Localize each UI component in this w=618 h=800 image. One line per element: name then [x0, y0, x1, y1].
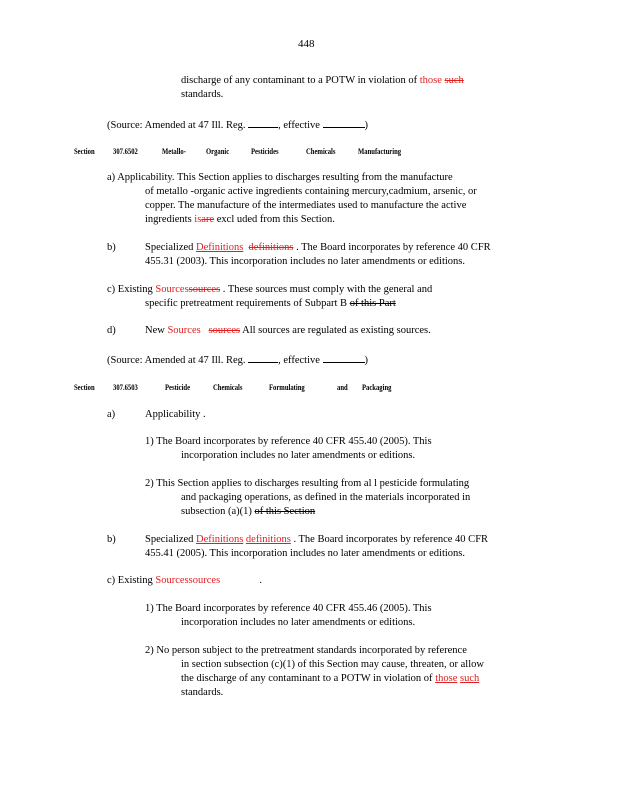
- inserted-text: Definitions: [196, 242, 244, 253]
- para-c2-item2-line-1: 2) No person subject to the pretreatment standards incorporated by reference: [145, 645, 467, 656]
- continuation-line-1: [181, 74, 464, 87]
- para-a-line-2: of metallo -organic active ingredients containing mercury,cadmium, arsenic, or: [145, 186, 477, 197]
- para-b2-line-2: 455.41 (2005). This incorporation includes no later amendments or editions.: [145, 548, 465, 559]
- inserted-text: is: [194, 214, 202, 225]
- para-c2-line-1: [107, 574, 262, 587]
- heading-word: Organic: [206, 146, 230, 156]
- source-mid: , effective: [278, 120, 323, 131]
- blank-line: [248, 117, 278, 128]
- para-a2-item2-line-1: 2) This Section applies to discharges resulting from al l pesticide formulating: [145, 478, 470, 489]
- deleted-text: are: [201, 214, 215, 225]
- text: . The Board incorporates by reference 40 CFR: [290, 534, 489, 545]
- para-a2-label: a): [107, 409, 116, 420]
- text: subsection (a)(1): [181, 506, 255, 517]
- para-b-line-2: 455.31 (2003). This incorporation includes no later amendments or editions.: [145, 256, 465, 267]
- heading-word: Pesticides: [251, 146, 279, 156]
- text: Specialized: [145, 534, 197, 545]
- deleted-text: of this Section: [254, 506, 316, 517]
- heading-word: Formulating: [269, 382, 305, 392]
- source-note: [107, 352, 368, 367]
- source-suffix: ): [364, 355, 369, 366]
- text: excl uded from this Section.: [214, 214, 335, 225]
- para-a-line-3: copper. The manufacture of the intermediates used to manufacture the active: [145, 200, 467, 211]
- para-b-label: b): [107, 242, 116, 253]
- para-a2-item2-line-3: [181, 505, 315, 518]
- deleted-text: sources: [208, 325, 241, 336]
- blank-line: [323, 117, 365, 128]
- para-c2-item2-line-2: in section subsection (c)(1) of this Section may cause, threaten, or allow: [181, 659, 484, 670]
- text: ingredients: [145, 214, 195, 225]
- blank-line: [323, 352, 365, 363]
- text: c) Existing: [107, 284, 156, 295]
- para-b2-line-1: [145, 533, 488, 546]
- para-a2-item2-line-2: and packaging operations, as defined in the materials incorporated in: [181, 492, 471, 503]
- text: New: [145, 325, 168, 336]
- continuation-line-2: standards.: [181, 89, 224, 100]
- heading-word: and: [337, 382, 348, 392]
- inserted-text: Definitions: [196, 534, 244, 545]
- source-prefix: (Source: Amended at 47 Ill. Reg.: [107, 355, 249, 366]
- heading-word: Section: [74, 146, 95, 156]
- text: . These sources must comply with the general and: [220, 284, 433, 295]
- deleted-text: sources: [188, 284, 221, 295]
- heading-word: 307.6503: [113, 382, 138, 392]
- inserted-text: such: [459, 673, 480, 684]
- para-c2-item1-line-1: 1) The Board incorporates by reference 40 CFR 455.46 (2005). This: [145, 603, 432, 614]
- para-c-line-1: [107, 283, 432, 296]
- text: specific pretreatment requirements of Subpart B: [145, 298, 350, 309]
- source-suffix: ): [364, 120, 369, 131]
- inserted-text: definitions: [245, 534, 291, 545]
- deleted-text: such: [444, 75, 464, 86]
- inserted-text: those: [435, 673, 458, 684]
- heading-word: Pesticide: [165, 382, 191, 392]
- inserted-text: Sources: [155, 284, 189, 295]
- text: All sources are regulated as existing sources.: [240, 325, 431, 336]
- para-a-line-4: [145, 213, 335, 226]
- heading-word: Chemicals: [213, 382, 243, 392]
- deleted-text: definitions: [248, 242, 294, 253]
- text: . The Board incorporates by reference 40 CFR: [293, 242, 491, 253]
- para-d-line-1: [145, 324, 431, 337]
- para-a2-item1-line-1: 1) The Board incorporates by reference 40 CFR 455.40 (2005). This: [145, 436, 432, 447]
- para-c2-item1-line-2: incorporation includes no later amendments or editions.: [181, 617, 416, 628]
- source-mid: , effective: [278, 355, 323, 366]
- para-b2-label: b): [107, 534, 116, 545]
- para-c2-item2-line-3: [181, 672, 479, 685]
- text: discharge of any contaminant to a POTW in violation of: [181, 75, 420, 86]
- text: the discharge of any contaminant to a POTW in violation of: [181, 673, 436, 684]
- heading-word: Manufacturing: [358, 146, 402, 156]
- para-d-label: d): [107, 325, 116, 336]
- inserted-text: those: [419, 75, 442, 86]
- heading-word: Packaging: [362, 382, 392, 392]
- para-a-line-1: a) Applicability. This Section applies to discharges resulting from the manufacture: [107, 172, 453, 183]
- page-number: 448: [298, 38, 315, 50]
- heading-word: Metallo-: [162, 146, 186, 156]
- text: c) Existing: [107, 575, 156, 586]
- inserted-text: Sourcessources: [155, 575, 221, 586]
- heading-word: Section: [74, 382, 95, 392]
- para-c-line-2: [145, 297, 396, 310]
- para-a2-item1-line-2: incorporation includes no later amendments or editions.: [181, 450, 416, 461]
- para-c2-item2-line-4: standards.: [181, 687, 224, 698]
- text: Specialized: [145, 242, 197, 253]
- heading-word: 307.6502: [113, 146, 138, 156]
- source-note: [107, 117, 368, 132]
- text: .: [259, 575, 263, 586]
- para-a2-title: Applicability .: [145, 409, 206, 420]
- deleted-text: of this Part: [349, 298, 396, 309]
- heading-word: Chemicals: [306, 146, 336, 156]
- inserted-text: Sources: [167, 325, 201, 336]
- para-b-line-1: [145, 241, 491, 254]
- blank-line: [248, 352, 278, 363]
- source-prefix: (Source: Amended at 47 Ill. Reg.: [107, 120, 249, 131]
